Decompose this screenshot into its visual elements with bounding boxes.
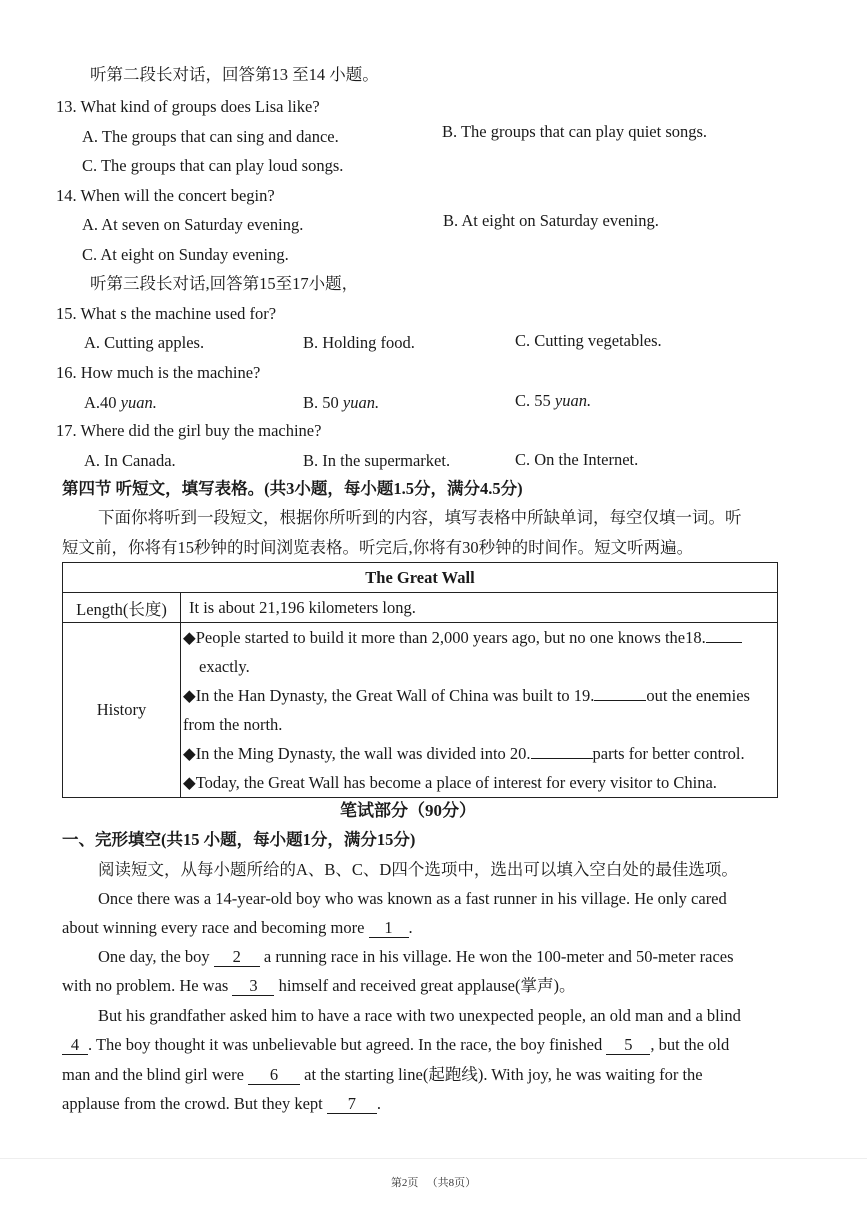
q14-option-a: A. At seven on Saturday evening. xyxy=(82,215,304,234)
history-item-4: ◆Today, the Great Wall has become a place of interest for every visitor to China. xyxy=(183,773,717,792)
page-footer xyxy=(0,1174,867,1190)
written-part-title: 笔试部分（90分） xyxy=(340,801,476,820)
passage-p2-line2: with no problem. He was 3 himself and received great applause(掌声)。 xyxy=(62,976,576,995)
q16-option-c: C. 55 yuan. xyxy=(515,391,592,410)
section1-title: 一、完形填空(共15 小题，每小题1分，满分15分) xyxy=(62,830,416,849)
history-item-1: ◆People started to build it more than 2,000 years ago, but no one knows the18. xyxy=(181,623,777,652)
cloze-blank-3[interactable]: 3 xyxy=(232,977,274,996)
q17-option-a: A. In Canada. xyxy=(84,451,176,470)
passage-p1-line1: Once there was a 14-year-old boy who was known as a fast runner in his village. He only cared xyxy=(98,889,727,908)
table-title: The Great Wall xyxy=(63,563,778,593)
history-cell xyxy=(181,623,778,798)
q17-option-c: C. On the Internet. xyxy=(515,450,639,469)
passage-p1-line2: about winning every race and becoming more 1 . xyxy=(62,918,413,937)
history-item-2-cont: from the north. xyxy=(183,715,283,734)
section1-instruction: 阅读短文，从每小题所给的A、B、C、D四个选项中，选出可以填入空白处的最佳选项。 xyxy=(98,860,738,879)
page-number: 第2页 xyxy=(390,1177,419,1189)
table-row xyxy=(63,623,778,798)
cloze-blank-5[interactable]: 5 xyxy=(606,1036,650,1055)
cloze-blank-6[interactable]: 6 xyxy=(248,1066,300,1085)
q17-option-b: B. In the supermarket. xyxy=(303,451,451,470)
q16-option-a: A.40 yuan. xyxy=(84,393,157,412)
q15-stem: 15. What s the machine used for? xyxy=(56,304,277,323)
cloze-blank-7[interactable]: 7 xyxy=(327,1095,377,1114)
cloze-blank-2[interactable]: 2 xyxy=(214,948,260,967)
q13-option-a: A. The groups that can sing and dance. xyxy=(82,127,339,146)
q16-option-b: B. 50 yuan. xyxy=(303,393,380,412)
passage-p3-line2: 4 . The boy thought it was unbelievable but agreed. In the race, the boy finished 5 , but the old xyxy=(62,1035,729,1055)
history-item-3: ◆In the Ming Dynasty, the wall was divided into 20. parts for better control. xyxy=(183,744,745,763)
q14-option-b: B. At eight on Saturday evening. xyxy=(443,211,659,230)
length-value: It is about 21,196 kilometers long. xyxy=(181,593,778,623)
q13-option-c: C. The groups that can play loud songs. xyxy=(82,156,344,175)
passage-p3-line4: applause from the crowd. But they kept 7 . xyxy=(62,1094,381,1113)
answer-blank-20[interactable] xyxy=(531,758,593,759)
length-label: Length(长度) xyxy=(63,593,181,623)
passage-p3-line1: But his grandfather asked him to have a race with two unexpected people, an old man and a blind xyxy=(98,1006,741,1025)
section4-instruction-line1: 下面你将听到一段短文，根据你所听到的内容，填写表格中所缺单词，每空仅填一词。听 xyxy=(98,508,742,527)
q15-option-c: C. Cutting vegetables. xyxy=(515,331,662,350)
table-row xyxy=(63,593,778,623)
q14-option-c: C. At eight on Sunday evening. xyxy=(82,245,289,264)
cloze-blank-1[interactable]: 1 xyxy=(369,919,409,938)
q15-option-b: B. Holding food. xyxy=(303,333,415,352)
answer-blank-18[interactable] xyxy=(706,642,742,643)
section4-instruction-line2: 短文前，你将有15秒钟的时间浏览表格。听完后,你将有30秒钟的时间作。短文听两遍。 xyxy=(62,538,694,557)
cloze-blank-4[interactable]: 4 xyxy=(62,1036,88,1055)
q17-stem: 17. Where did the girl buy the machine? xyxy=(56,421,322,440)
table-row xyxy=(63,563,778,593)
history-item-1-cont: exactly. xyxy=(199,657,250,676)
passage-p3-line3: man and the blind girl were 6 at the starting line(起跑线). With joy, he was waiting for the xyxy=(62,1065,703,1084)
passage-p2-line1: One day, the boy 2 a running race in his village. He won the 100-meter and 50-meter races xyxy=(98,947,734,966)
section4-title: 第四节 听短文，填写表格。(共3小题，每小题1.5分，满分4.5分) xyxy=(62,479,523,498)
footer-divider xyxy=(0,1158,867,1159)
page-total: （共8页） xyxy=(426,1177,477,1189)
q13-stem: 13. What kind of groups does Lisa like? xyxy=(56,97,320,116)
q16-stem: 16. How much is the machine? xyxy=(56,363,261,382)
dialog3-instruction: 听第三段长对话,回答第15至17小题， xyxy=(90,274,359,293)
great-wall-table xyxy=(62,562,778,798)
answer-blank-19[interactable] xyxy=(594,700,646,701)
dialog2-instruction: 听第二段长对话，回答第13 至14 小题。 xyxy=(90,65,379,84)
q13-option-b: B. The groups that can play quiet songs. xyxy=(442,122,708,141)
q14-stem: 14. When will the concert begin? xyxy=(56,186,275,205)
q15-option-a: A. Cutting apples. xyxy=(84,333,205,352)
history-item-2: ◆In the Han Dynasty, the Great Wall of China was built to 19. out the enemies xyxy=(183,686,750,705)
history-label: History xyxy=(63,623,181,798)
